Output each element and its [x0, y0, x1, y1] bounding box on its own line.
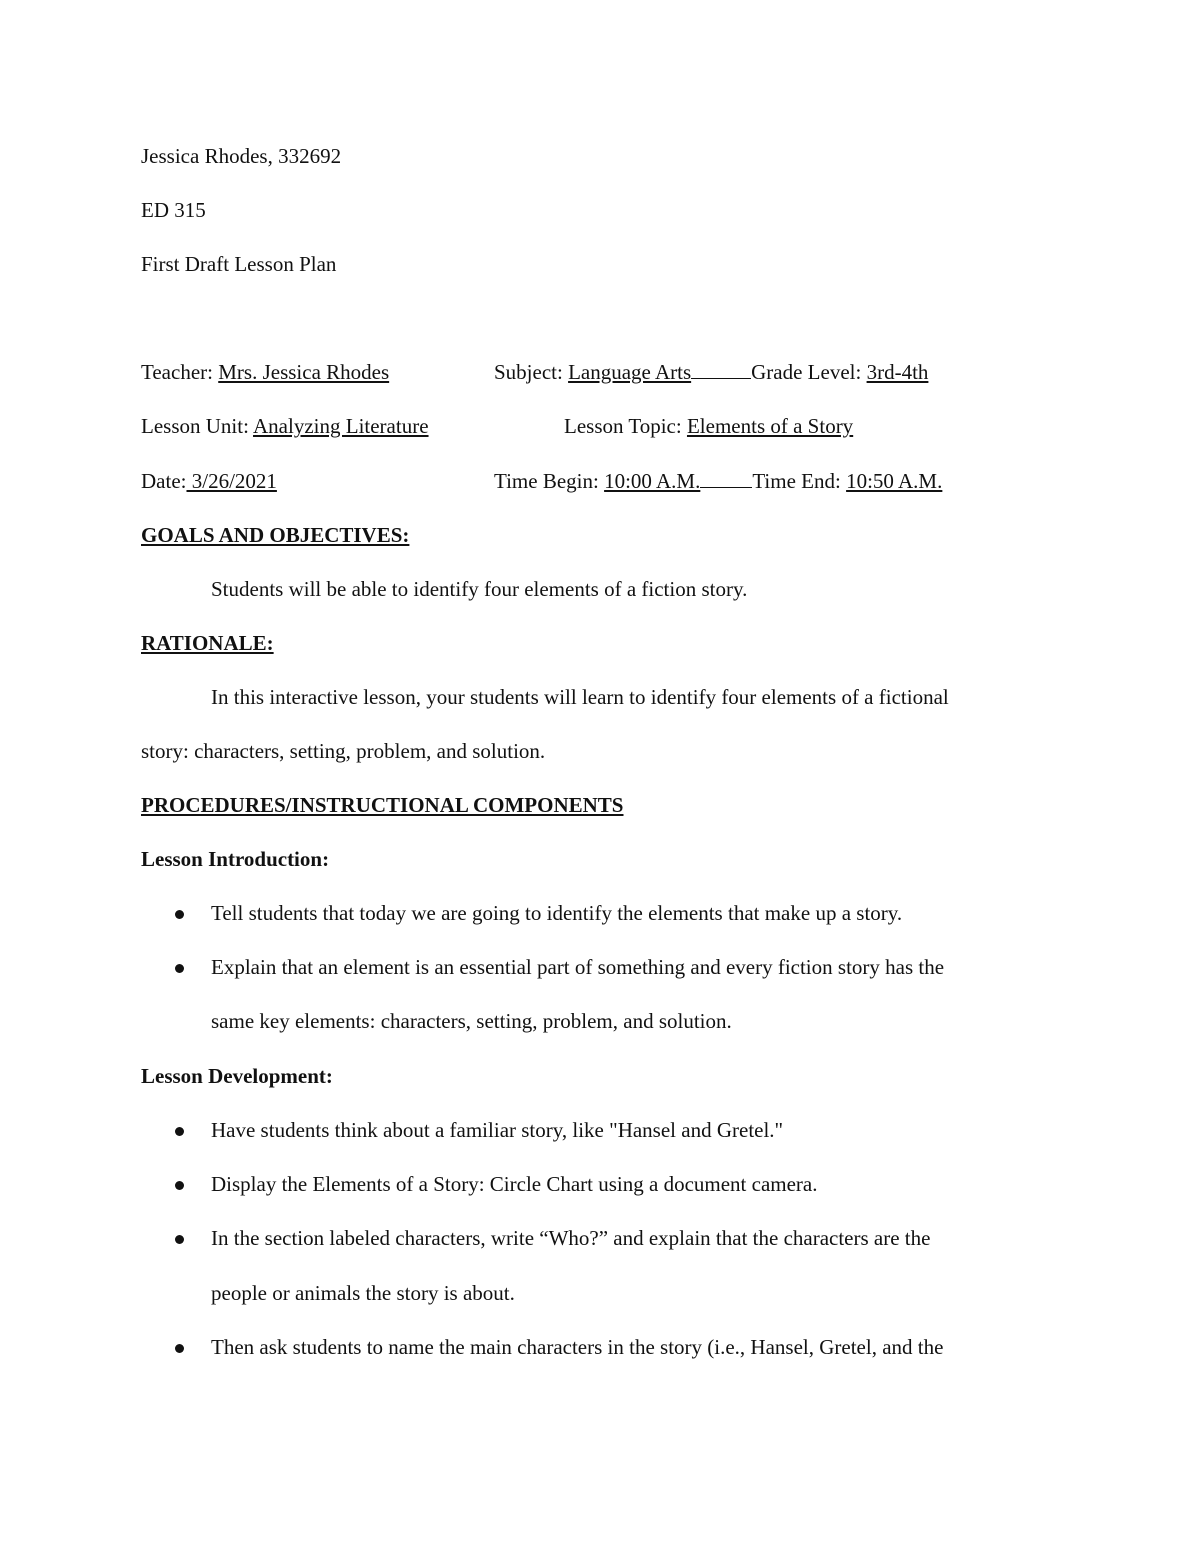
rationale-heading: RATIONALE:: [141, 631, 274, 655]
intro-item: Explain that an element is an essential part of something and every fiction story has the: [211, 955, 945, 979]
teacher-field: [141, 358, 389, 386]
bullet-icon: [175, 1235, 184, 1244]
time-field: [494, 467, 942, 495]
intro-item-continuation: same key elements: characters, setting, problem, and solution.: [211, 1009, 732, 1033]
unit-value: Analyzing Literature: [253, 414, 429, 438]
rationale-line-2: story: characters, setting, problem, and solution.: [141, 739, 546, 763]
time-underline-pad: [700, 469, 752, 488]
development-item: Display the Elements of a Story: Circle Chart using a document camera.: [211, 1172, 818, 1196]
intro-item: Tell students that today we are going to identify the elements that make up a story.: [211, 901, 903, 925]
teacher-value: Mrs. Jessica Rhodes: [218, 360, 390, 384]
document-title: First Draft Lesson Plan: [141, 252, 337, 276]
topic-label: Lesson Topic:: [564, 414, 687, 438]
time-begin-label: Time Begin:: [494, 469, 605, 493]
teacher-label: Teacher:: [141, 360, 219, 384]
time-begin-value: 10:00 A.M.: [604, 469, 701, 493]
topic-value: Elements of a Story: [686, 414, 854, 438]
development-item: In the section labeled characters, write “Who?” and explain that the characters are the: [211, 1226, 931, 1250]
topic-field: [564, 412, 853, 440]
bullet-icon: [175, 910, 184, 919]
date-label: Date:: [141, 469, 187, 493]
bullet-icon: [175, 1127, 184, 1136]
unit-field: [141, 412, 429, 440]
date-field: [141, 467, 277, 495]
development-item: Have students think about a familiar story, like "Hansel and Gretel.": [211, 1118, 784, 1142]
goals-heading: GOALS AND OBJECTIVES:: [141, 523, 410, 547]
subject-underline-pad: [691, 360, 751, 379]
grade-label: Grade Level:: [751, 360, 867, 384]
lesson-introduction-heading: Lesson Introduction:: [141, 847, 330, 871]
procedures-heading: PROCEDURES/INSTRUCTIONAL COMPONENTS: [141, 793, 624, 817]
rationale-line-1: In this interactive lesson, your students will learn to identify four elements of a fictional: [211, 685, 949, 709]
unit-label: Lesson Unit:: [141, 414, 254, 438]
subject-field: [494, 358, 928, 386]
author-line: Jessica Rhodes, 332692: [141, 144, 342, 168]
bullet-icon: [175, 964, 184, 973]
lesson-development-heading: Lesson Development:: [141, 1064, 333, 1088]
bullet-icon: [175, 1181, 184, 1190]
grade-value: 3rd-4th: [866, 360, 929, 384]
development-item-continuation: people or animals the story is about.: [211, 1281, 515, 1305]
time-end-label: Time End:: [752, 469, 847, 493]
development-item: Then ask students to name the main characters in the story (i.e., Hansel, Gretel, and the: [211, 1335, 944, 1359]
date-value: 3/26/2021: [186, 469, 277, 493]
time-end-value: 10:50 A.M.: [846, 469, 943, 493]
subject-label: Subject:: [494, 360, 569, 384]
goals-text: Students will be able to identify four elements of a fiction story.: [211, 577, 748, 601]
course-line: ED 315: [141, 198, 206, 222]
subject-value: Language Arts: [568, 360, 692, 384]
bullet-icon: [175, 1344, 184, 1353]
